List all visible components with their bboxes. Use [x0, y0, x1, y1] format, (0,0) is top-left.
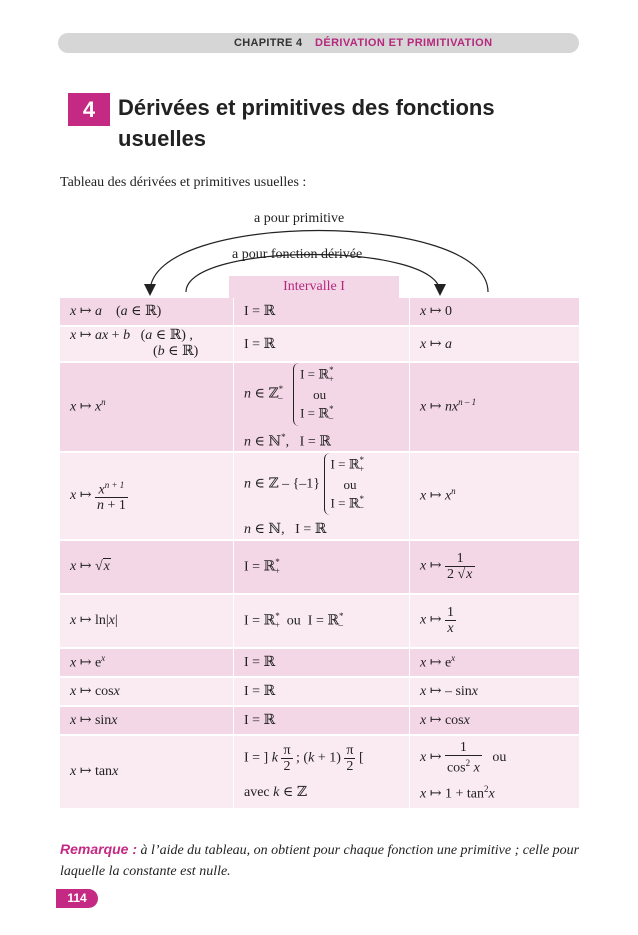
derivative-cell: x ↦ – sinx [410, 678, 580, 707]
interval-brace: I = ℝ*$_+$ ou I = ℝ*$_-$ [293, 363, 334, 426]
primitive-arrowhead [144, 284, 156, 296]
interval-cell: I = ℝ [234, 327, 410, 363]
table-row [60, 453, 580, 541]
page-number: 114 [56, 889, 98, 908]
table-row [60, 736, 580, 810]
table-row [60, 707, 580, 736]
interval-cell: I = ℝ*$_+$ ou I = ℝ*$_-$ [234, 595, 410, 649]
function-cell: x ↦ a (a ∈ ℝ) [60, 298, 234, 327]
function-cell: x ↦ tanx [60, 736, 234, 810]
derivative-cell: x ↦ $\frac{1}{2 √x}$ [410, 541, 580, 595]
derivative-cell: x ↦ $\frac{1}{x}$ [410, 595, 580, 649]
function-cell: x ↦ $x^n$ [60, 363, 234, 453]
interval-cell: I = ℝ [234, 678, 410, 707]
derivative-cell: x ↦ cosx [410, 707, 580, 736]
table-row [60, 298, 580, 327]
table-row [60, 363, 580, 453]
derivative-arrowhead [434, 284, 446, 296]
interval-cell: I = ℝ [234, 298, 410, 327]
derivative-cell: x ↦ $e^x$ [410, 649, 580, 678]
derivative-cell: x ↦ $\frac{1}{\cos^2 x}$ ou x ↦ $1 + \tan^2x$ [410, 736, 580, 810]
derivatives-table [60, 298, 580, 810]
interval-brace: I = ℝ*$_+$ ou I = ℝ*$_-$ [324, 453, 365, 516]
section-number: 4 [68, 93, 110, 126]
function-cell: x ↦ √x [60, 541, 234, 595]
chapter-header-band [58, 33, 579, 53]
interval-cell: I = ℝ [234, 707, 410, 736]
function-cell: x ↦ $\frac{x^{n + 1}}{n + 1}$ [60, 453, 234, 541]
function-cell: x ↦ sinx [60, 707, 234, 736]
interval-cell: n ∈ ℤ*$_-$ I = ℝ*$_+$ ou I = ℝ*$_-$ n ∈ ℕ*, I = ℝ [234, 363, 410, 453]
interval-cell: n ∈ ℤ – {–1} I = ℝ*$_+$ ou I = ℝ*$_-$ n ∈ ℕ, I = ℝ [234, 453, 410, 541]
function-cell: x ↦ cosx [60, 678, 234, 707]
function-cell: x ↦ ln|x| [60, 595, 234, 649]
chapter-title: DÉRIVATION ET PRIMITIVATION [315, 37, 493, 49]
primitive-label: a pour primitive [254, 211, 345, 226]
derivative-cell: x ↦ $x^n$ [410, 453, 580, 541]
interval-cell: I = ℝ [234, 649, 410, 678]
derivative-cell: x ↦ 0 [410, 298, 580, 327]
section-title: Dérivées et primitives des fonctions usuelles [118, 95, 495, 151]
table-row [60, 678, 580, 707]
derivative-cell: x ↦ a [410, 327, 580, 363]
chapter-label: CHAPITRE 4 [234, 37, 303, 49]
derivative-label: a pour fonction dérivée [232, 247, 363, 262]
remark-text: à l’aide du tableau, on obtient pour chaque fonction une primitive ; celle pour laquelle la constante est nulle. [60, 843, 580, 879]
remark [60, 839, 590, 882]
table-row [60, 595, 580, 649]
table-row [60, 327, 580, 363]
interval-header: Intervalle I [229, 276, 399, 298]
interval-cell: I = ] k $\frac{\pi}{2}$ ; (k + 1) $\frac{\pi}{2}$ [ avec k ∈ ℤ [234, 736, 410, 810]
remark-label: Remarque : [60, 841, 138, 857]
function-cell: x ↦ $e^x$ [60, 649, 234, 678]
table-row [60, 541, 580, 595]
interval-cell: I = ℝ*$_+$ [234, 541, 410, 595]
table-row [60, 649, 580, 678]
derivative-cell: x ↦ $nx^{n - 1}$ [410, 363, 580, 453]
intro-text: Tableau des dérivées et primitives usuelles : [60, 175, 307, 190]
function-cell: x ↦ ax + b (a ∈ ℝ) , (b ∈ ℝ) [60, 327, 234, 363]
